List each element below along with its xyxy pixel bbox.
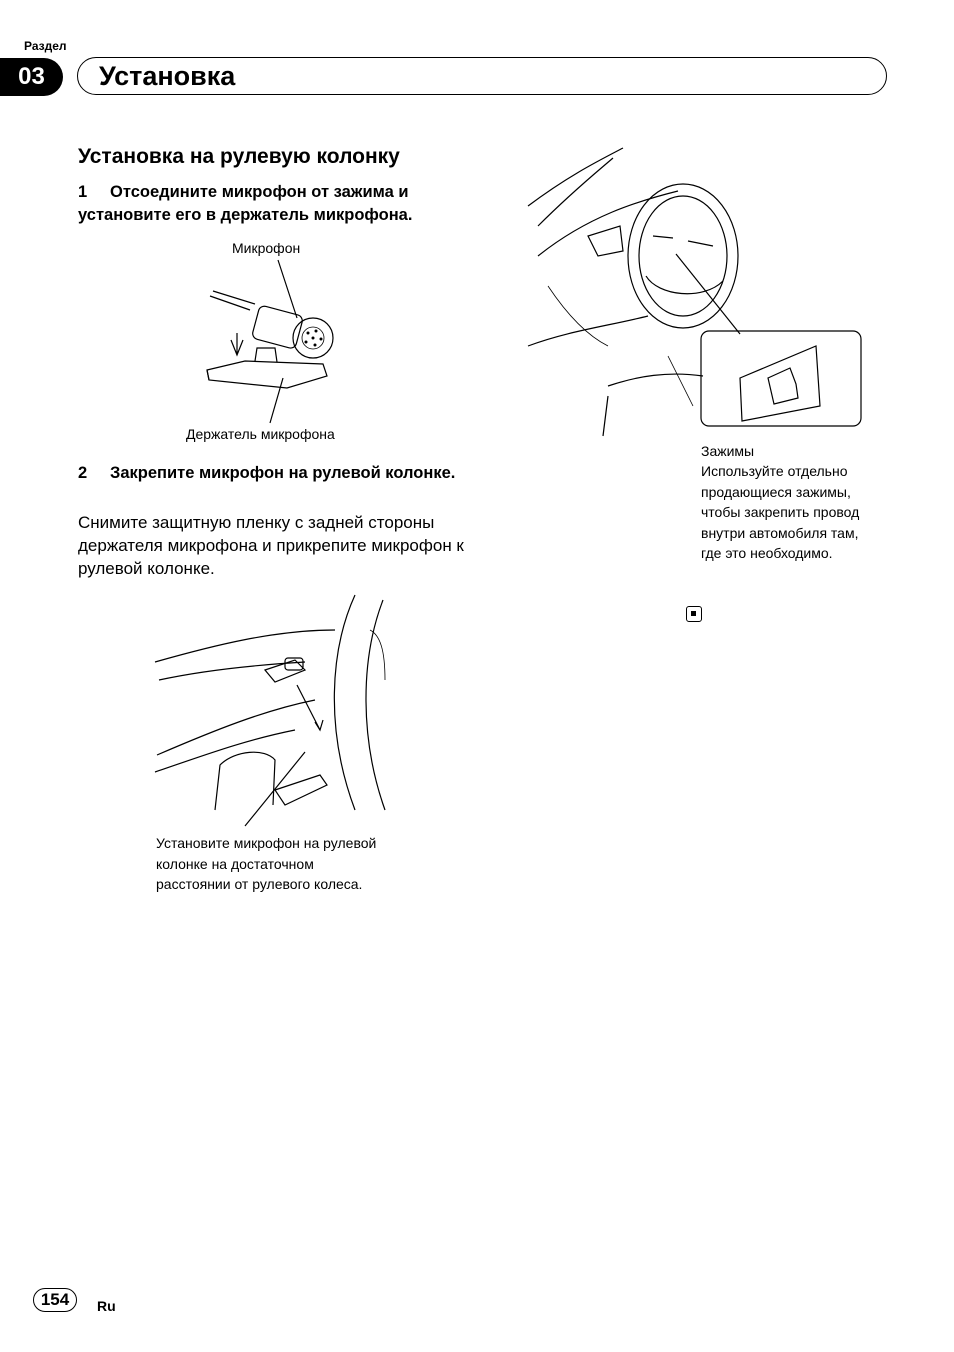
fig2-caption: Установите микрофон на рулевой колонке на достаточном расстоянии от рулевого колеса.: [156, 835, 377, 892]
car-interior-illustration: [528, 146, 868, 436]
step-2-text: Закрепите микрофон на рулевой колонке.: [110, 464, 456, 482]
fig1-label-microphone: Микрофон: [232, 240, 301, 256]
step-2: [78, 462, 468, 485]
fig3-caption: Используйте отдельно продающиеся зажимы, чтобы закрепить провод внутри автомобиля там, где это необходимо.: [701, 463, 860, 561]
page-title: Установка: [99, 61, 236, 91]
fig3-title: Зажимы: [701, 443, 755, 459]
step-2-number: 2: [78, 464, 88, 482]
end-of-section-mark: [686, 606, 702, 622]
step-1-text: Отсоедините микрофон от зажима и установите его в держатель микрофона.: [78, 183, 413, 224]
fig1-label-holder: Держатель микрофона: [186, 426, 335, 442]
page-number: 154: [33, 1288, 77, 1312]
steering-column-illustration: [155, 590, 390, 830]
step-2-body: Снимите защитную пленку с задней стороны держателя микрофона и прикрепите микрофон к рулевой колонке.: [78, 513, 464, 578]
section-number-badge: 03: [0, 58, 63, 96]
step-1: [78, 181, 478, 227]
section-heading: Установка на рулевую колонку: [78, 145, 400, 168]
language-code: Ru: [97, 1298, 116, 1314]
section-label: Раздел: [24, 39, 67, 53]
microphone-holder-illustration: [195, 258, 345, 428]
step-1-number: 1: [78, 183, 88, 201]
